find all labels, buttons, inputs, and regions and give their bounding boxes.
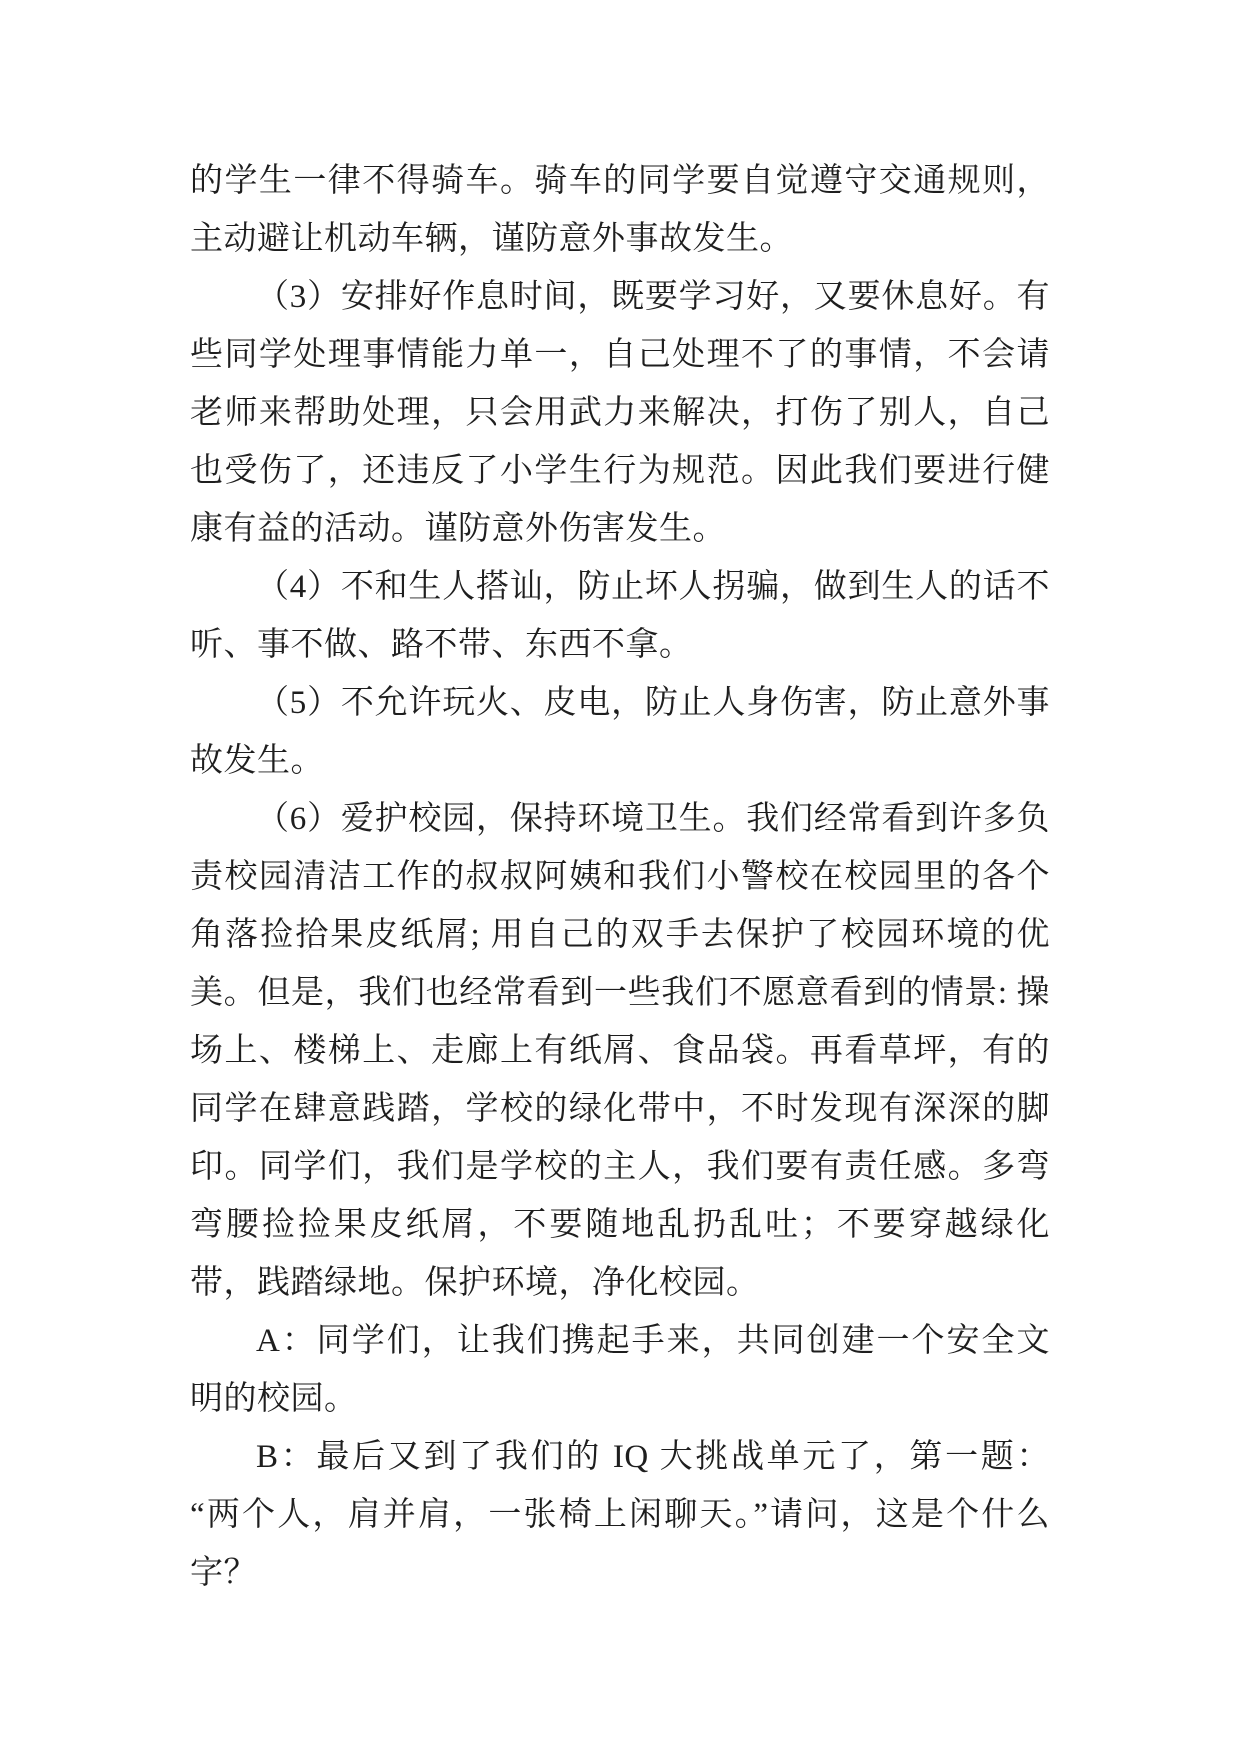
paragraph-continuation: 的学生一律不得骑车。骑车的同学要自觉遵守交通规则，主动避让机动车辆，谨防意外事故发生。 — [190, 163, 1050, 257]
paragraph-item-6: （6）爱护校园，保持环境卫生。我们经常看到许多负责校园清洁工作的叔叔阿姨和我们小警校在校园里的各个角落捡拾果皮纸屑; 用自己的双手去保护了校园环境的优美。但是，我们也经常看到一些我们不愿意看到的情景: 操场上、楼梯上、走廊上有纸屑、食品袋。再看草坪，有的同学在肆意践踏，学校的绿化带中，不时发现有深深的脚印。同学们，我们是学校的主人，我们要有责任感。多弯弯腰捡捡果皮纸屑，不要随地乱扔乱吐；不要穿越绿化带，践踏绿地。保护环境，净化校园。 — [190, 801, 1050, 1301]
paragraph-item-5: （5）不允许玩火、皮电，防止人身伤害，防止意外事故发生。 — [190, 685, 1050, 779]
paragraph-speaker-b: B：最后又到了我们的 IQ 大挑战单元了，第一题：“两个人，肩并肩，一张椅上闲聊天。”请问，这是个什么字？ — [190, 1439, 1050, 1591]
paragraph-speaker-a: A：同学们，让我们携起手来，共同创建一个安全文明的校园。 — [190, 1323, 1050, 1417]
text-content — [190, 152, 1050, 1602]
paragraph-item-3: （3）安排好作息时间，既要学习好，又要休息好。有些同学处理事情能力单一，自己处理不了的事情，不会请老师来帮助处理，只会用武力来解决，打伤了别人，自己也受伤了，还违反了小学生行为规范。因此我们要进行健康有益的活动。谨防意外伤害发生。 — [190, 279, 1050, 547]
paragraph-item-4: （4）不和生人搭讪，防止坏人拐骗，做到生人的话不听、事不做、路不带、东西不拿。 — [190, 569, 1050, 663]
